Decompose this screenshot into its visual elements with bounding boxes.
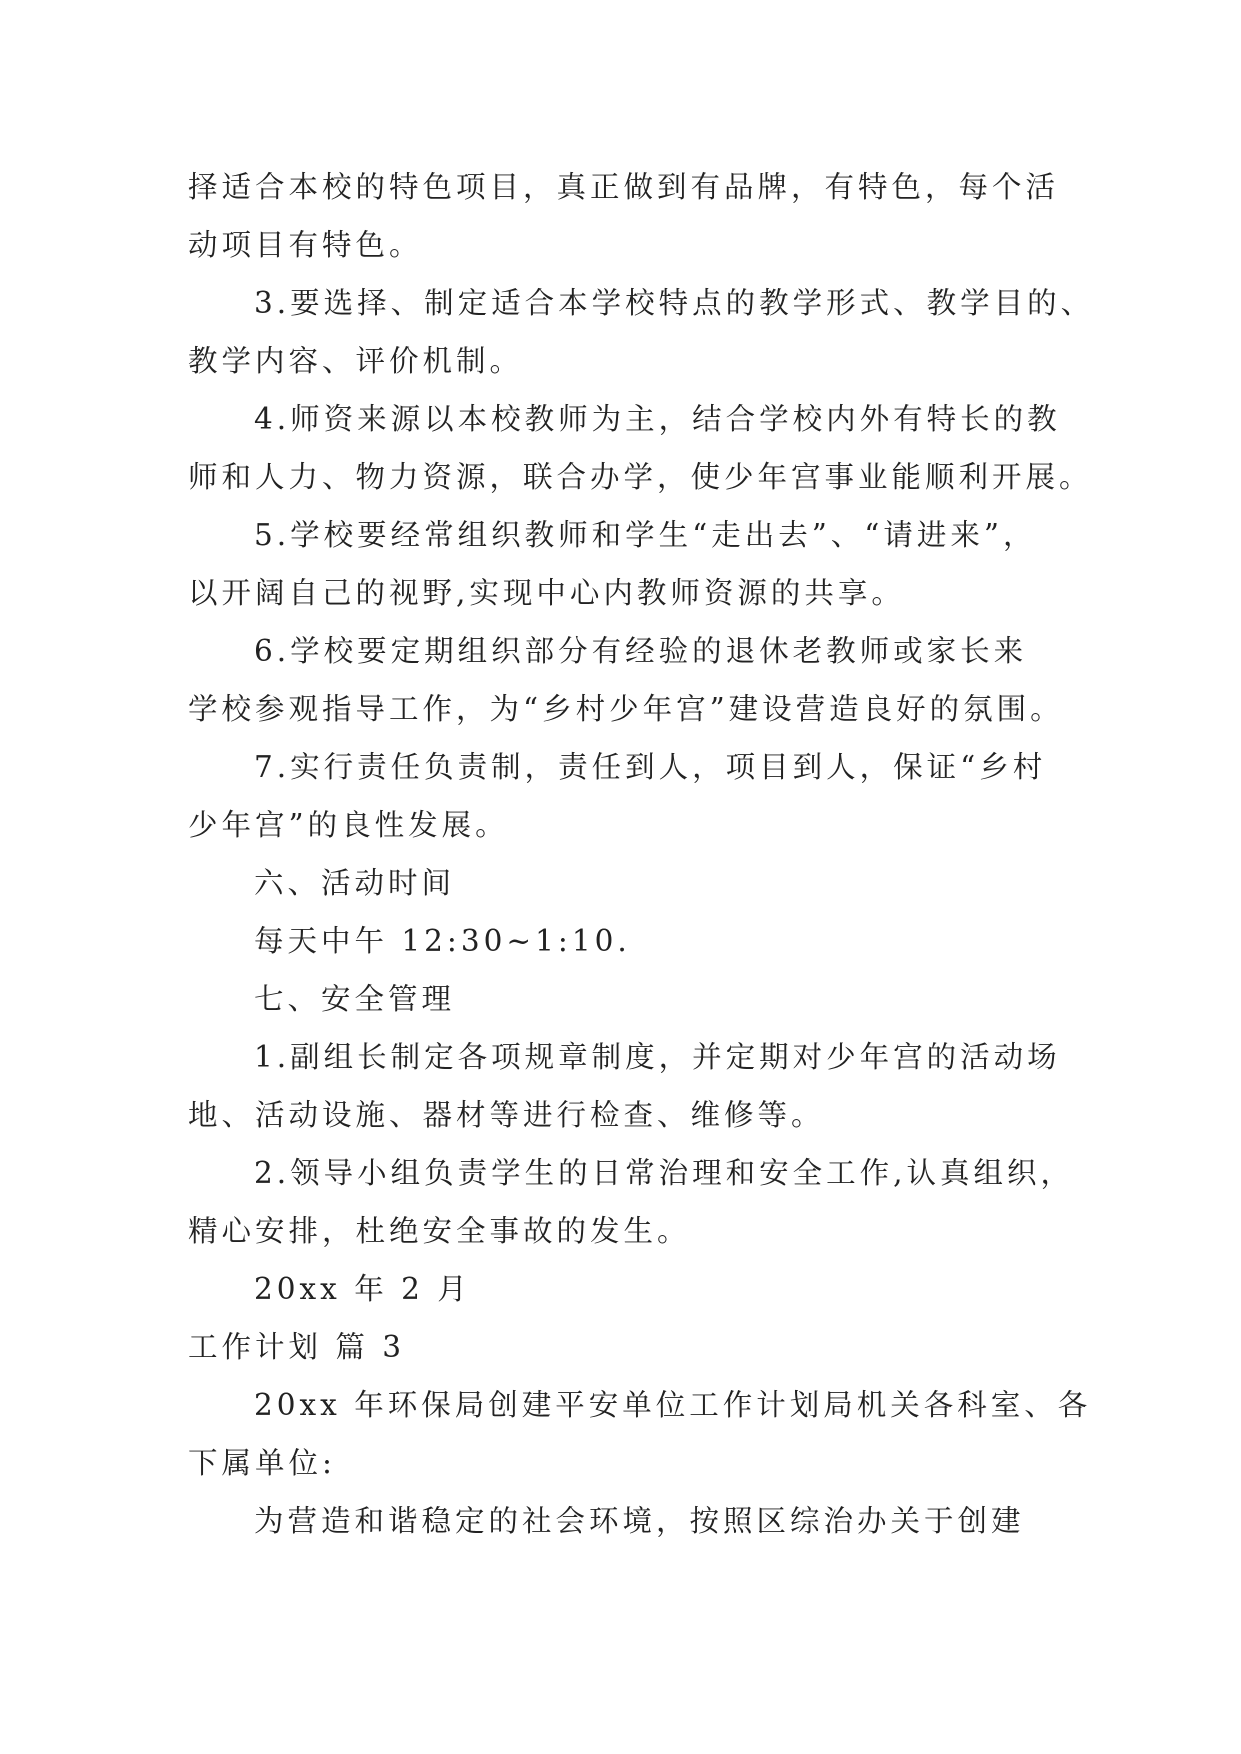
text-line: 学校参观指导工作，为“乡村少年宫”建设营造良好的氛围。 <box>188 692 1064 726</box>
text-line: 4.师资来源以本校教师为主，结合学校内外有特长的教 <box>254 402 1061 436</box>
text-line: 少年宫”的良性发展。 <box>188 808 509 842</box>
text-line: 地、活动设施、器材等进行检查、维修等。 <box>188 1098 825 1132</box>
text-line: 师和人力、物力资源，联合办学，使少年宫事业能顺利开展。 <box>188 460 1093 494</box>
section-heading: 六、活动时间 <box>254 866 456 900</box>
text-line: 择适合本校的特色项目，真正做到有品牌，有特色，每个活 <box>188 170 1060 204</box>
text-line: 下属单位: <box>188 1446 336 1480</box>
text-line: 3.要选择、制定适合本学校特点的教学形式、教学目的、 <box>254 286 1095 320</box>
text-line: 2.领导小组负责学生的日常治理和安全工作,认真组织， <box>254 1156 1075 1190</box>
text-line: 教学内容、评价机制。 <box>188 344 524 378</box>
section-title: 工作计划 篇 3 <box>188 1330 406 1364</box>
text-line: 每天中午 12:30~1:10. <box>254 924 631 958</box>
text-line: 20xx 年环保局创建平安单位工作计划局机关各科室、各 <box>254 1388 1092 1422</box>
section-heading: 七、安全管理 <box>254 982 456 1016</box>
text-line: 5.学校要经常组织教师和学生“走出去”、“请进来”， <box>254 518 1037 552</box>
text-line: 6.学校要定期组织部分有经验的退休老教师或家长来 <box>254 634 1028 668</box>
document-body <box>188 158 1095 1550</box>
text-line: 7.实行责任负责制，责任到人，项目到人，保证“乡村 <box>254 750 1047 784</box>
text-line: 精心安排，杜绝安全事故的发生。 <box>188 1214 691 1248</box>
date-line: 20xx 年 2 月 <box>254 1272 471 1306</box>
text-line: 动项目有特色。 <box>188 228 423 262</box>
text-line: 为营造和谐稳定的社会环境，按照区综治办关于创建 <box>254 1504 1025 1538</box>
text-line: 1.副组长制定各项规章制度，并定期对少年宫的活动场 <box>254 1040 1061 1074</box>
text-line: 以开阔自己的视野,实现中心内教师资源的共享。 <box>188 576 905 610</box>
